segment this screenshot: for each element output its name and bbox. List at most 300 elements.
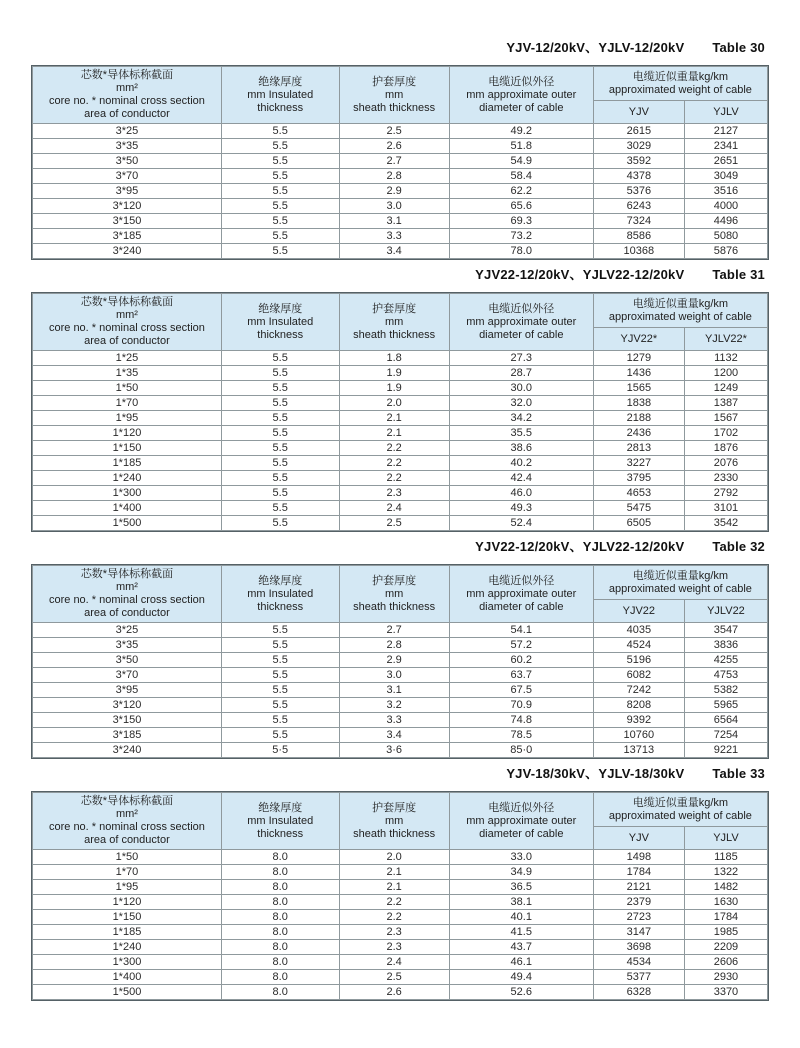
table-row [33, 623, 768, 638]
table-cell: 1*240 [33, 940, 222, 955]
table-header [33, 294, 768, 351]
table-cell: 4496 [684, 214, 767, 229]
header-core-section [33, 67, 222, 124]
table-cell: 5.5 [221, 683, 339, 698]
table-cell: 2.3 [339, 925, 449, 940]
header-outer-diameter [449, 793, 593, 850]
table-cell: 34.9 [449, 865, 593, 880]
table-cell: 3*240 [33, 244, 222, 259]
table-cell: 2.1 [339, 865, 449, 880]
table-cell: 5.5 [221, 229, 339, 244]
header-line: diameter of cable [479, 101, 564, 114]
table-cell: 7254 [684, 728, 767, 743]
table-cell: 8.0 [221, 985, 339, 1000]
header-line: approximated weight of cable [608, 310, 752, 323]
table-cell: 2.2 [339, 895, 449, 910]
table-cell: 1630 [684, 895, 767, 910]
table-cell: 2.5 [339, 970, 449, 985]
table-cell: 5.5 [221, 441, 339, 456]
table-cell: 8.0 [221, 850, 339, 865]
header-line: approximated weight of cable [608, 809, 752, 822]
table-cell: 78.5 [449, 728, 593, 743]
table-cell: 5.5 [221, 381, 339, 396]
header-line: area of conductor [84, 335, 170, 347]
table-cell: 2.2 [339, 471, 449, 486]
table-cell: 46.0 [449, 486, 593, 501]
header-line: 电缆近似外径 [488, 801, 555, 814]
table-cell: 1*50 [33, 381, 222, 396]
table-cell: 6082 [593, 668, 684, 683]
table-cell: 1*120 [33, 895, 222, 910]
header-line: sheath thickness [353, 827, 436, 840]
table-cell: 2.2 [339, 910, 449, 925]
table-cell: 3.3 [339, 713, 449, 728]
table-cell: 3*120 [33, 199, 222, 214]
header-weight-yjv: YJV [593, 101, 684, 124]
table-row [33, 970, 768, 985]
table-cell: 28.7 [449, 366, 593, 381]
header-line: 电缆近似重量kg/km [632, 297, 729, 310]
table-cell: 54.9 [449, 154, 593, 169]
table-cell: 9221 [684, 743, 767, 758]
table-row [33, 668, 768, 683]
table-cell: 3*95 [33, 184, 222, 199]
header-line: 电缆近似外径 [488, 302, 555, 315]
table-cell: 1.9 [339, 366, 449, 381]
table-cell: 2.9 [339, 653, 449, 668]
table-cell: 30.0 [449, 381, 593, 396]
table-row [33, 910, 768, 925]
header-line: 护套厚度 [372, 574, 417, 587]
table-cell: 1*25 [33, 351, 222, 366]
table-row [33, 880, 768, 895]
header-line: area of conductor [84, 834, 170, 846]
table-cell: 2.5 [339, 516, 449, 531]
table-cell: 49.2 [449, 124, 593, 139]
table-cell: 2121 [593, 880, 684, 895]
header-weight-yjlv: YJLV [684, 101, 767, 124]
header-line: area of conductor [84, 108, 170, 120]
table-cell: 2076 [684, 456, 767, 471]
table-cell: 2813 [593, 441, 684, 456]
table-cell: 9392 [593, 713, 684, 728]
table-cell: 1185 [684, 850, 767, 865]
table-cell: 10760 [593, 728, 684, 743]
table-row [33, 154, 768, 169]
table-cell: 1*35 [33, 366, 222, 381]
table-cell: 2723 [593, 910, 684, 925]
table-cell: 1387 [684, 396, 767, 411]
table-cell: 73.2 [449, 229, 593, 244]
spec-table-grid [32, 792, 768, 1000]
table-cell: 2.2 [339, 441, 449, 456]
table-cell: 2.3 [339, 940, 449, 955]
table-cell: 2341 [684, 139, 767, 154]
table-cell: 2127 [684, 124, 767, 139]
table-cell: 2379 [593, 895, 684, 910]
table-cell: 1200 [684, 366, 767, 381]
header-outer-diameter [449, 67, 593, 124]
header-insulation-thickness [221, 67, 339, 124]
table-cell: 1498 [593, 850, 684, 865]
table-cell: 1*120 [33, 426, 222, 441]
table-cell: 2.1 [339, 426, 449, 441]
table-cell: 1567 [684, 411, 767, 426]
header-outer-diameter [449, 566, 593, 623]
table-section-32 [31, 536, 769, 759]
table-cell: 1436 [593, 366, 684, 381]
table-cell: 5080 [684, 229, 767, 244]
table-cell: 8586 [593, 229, 684, 244]
table-cell: 1*70 [33, 396, 222, 411]
table-cell: 1*95 [33, 880, 222, 895]
table-cell: 5.5 [221, 396, 339, 411]
table-row [33, 895, 768, 910]
table-cell: 3*25 [33, 124, 222, 139]
table-body [33, 124, 768, 259]
table-cell: 40.2 [449, 456, 593, 471]
table-cell: 5.5 [221, 728, 339, 743]
table-cell: 51.8 [449, 139, 593, 154]
header-sheath-thickness [339, 294, 449, 351]
table-cell: 5.5 [221, 154, 339, 169]
header-weight-yjv: YJV [593, 827, 684, 850]
header-line: mm [384, 315, 404, 328]
table-cell: 8.0 [221, 925, 339, 940]
table-cell: 1*400 [33, 970, 222, 985]
table-cell: 3.0 [339, 668, 449, 683]
table-cell: 8.0 [221, 955, 339, 970]
table-cell: 3*185 [33, 728, 222, 743]
header-line: mm² [115, 808, 138, 820]
table-cell: 3.1 [339, 214, 449, 229]
table-cell: 4524 [593, 638, 684, 653]
table-cell: 2.2 [339, 456, 449, 471]
header-line: sheath thickness [353, 101, 436, 114]
table-cell: 33.0 [449, 850, 593, 865]
table-body [33, 351, 768, 531]
header-line: sheath thickness [353, 328, 436, 341]
table-body [33, 623, 768, 758]
header-weight-yjlv: YJLV22 [684, 600, 767, 623]
table-cell: 3.2 [339, 698, 449, 713]
table-row [33, 139, 768, 154]
header-core-section [33, 294, 222, 351]
table-cell: 2.8 [339, 638, 449, 653]
header-line: 绝缘厚度 [258, 302, 303, 315]
table-cell: 6564 [684, 713, 767, 728]
table-cell: 3698 [593, 940, 684, 955]
table-cell: 4000 [684, 199, 767, 214]
table-cell: 70.9 [449, 698, 593, 713]
header-line: mm [384, 587, 404, 600]
table-row [33, 501, 768, 516]
table-cell: 1838 [593, 396, 684, 411]
header-outer-diameter [449, 294, 593, 351]
table-cell: 4753 [684, 668, 767, 683]
spec-table-grid [32, 293, 768, 531]
header-weight-group [593, 67, 767, 101]
header-line: core no. * nominal cross section [48, 821, 205, 833]
table-cell: 2209 [684, 940, 767, 955]
table-cell: 52.6 [449, 985, 593, 1000]
header-weight-yjlv: YJLV [684, 827, 767, 850]
table-cell: 3*185 [33, 229, 222, 244]
table-cell: 5.5 [221, 169, 339, 184]
table-cell: 5.5 [221, 653, 339, 668]
table-cell: 4255 [684, 653, 767, 668]
table-cell: 5.5 [221, 638, 339, 653]
header-line: mm Insulated [247, 88, 314, 101]
table-title-models: YJV-12/20kV、YJLV-12/20kV [506, 40, 685, 55]
table-cell: 5.5 [221, 124, 339, 139]
table-cell: 5965 [684, 698, 767, 713]
header-weight-yjlv: YJLV22* [684, 328, 767, 351]
table-row [33, 229, 768, 244]
table-cell: 1.8 [339, 351, 449, 366]
table-cell: 2.1 [339, 880, 449, 895]
table-cell: 2330 [684, 471, 767, 486]
table-cell: 3.4 [339, 728, 449, 743]
spec-table-grid [32, 66, 768, 259]
table-cell: 63.7 [449, 668, 593, 683]
table-cell: 3*25 [33, 623, 222, 638]
table-cell: 5.5 [221, 244, 339, 259]
table-cell: 3*50 [33, 653, 222, 668]
table-cell: 1*185 [33, 925, 222, 940]
table-row [33, 638, 768, 653]
table-cell: 65.6 [449, 199, 593, 214]
table-cell: 5.5 [221, 668, 339, 683]
header-line: mm Insulated [247, 587, 314, 600]
header-line: 电缆近似重量kg/km [632, 569, 729, 582]
spec-table-grid [32, 565, 768, 758]
header-line: mm [384, 88, 404, 101]
header-line: thickness [257, 600, 304, 613]
table-body [33, 850, 768, 1000]
table-cell: 1249 [684, 381, 767, 396]
table-cell: 38.6 [449, 441, 593, 456]
table-cell: 8.0 [221, 865, 339, 880]
table-title-models: YJV22-12/20kV、YJLV22-12/20kV [475, 267, 685, 282]
table-cell: 2436 [593, 426, 684, 441]
table-title [31, 763, 765, 782]
table-row [33, 244, 768, 259]
table-cell: 3*35 [33, 139, 222, 154]
header-line: mm approximate outer [466, 814, 577, 827]
table-cell: 6505 [593, 516, 684, 531]
table-cell: 5.5 [221, 199, 339, 214]
table-cell: 3542 [684, 516, 767, 531]
table-cell: 1*185 [33, 456, 222, 471]
table-section-30 [31, 37, 769, 260]
table-cell: 1*300 [33, 955, 222, 970]
table-cell: 6328 [593, 985, 684, 1000]
table-cell: 8.0 [221, 880, 339, 895]
table-cell: 3370 [684, 985, 767, 1000]
table-cell: 2.6 [339, 985, 449, 1000]
table-cell: 5.5 [221, 184, 339, 199]
table-cell: 40.1 [449, 910, 593, 925]
header-line: 芯数*导体标称截面 [80, 568, 174, 580]
table-row [33, 486, 768, 501]
header-line: mm approximate outer [466, 88, 577, 101]
table-row [33, 199, 768, 214]
table-cell: 5.5 [221, 516, 339, 531]
table-title [31, 264, 765, 283]
table-cell: 5382 [684, 683, 767, 698]
header-line: diameter of cable [479, 827, 564, 840]
header-weight-yjv: YJV22* [593, 328, 684, 351]
table-cell: 2.5 [339, 124, 449, 139]
header-line: area of conductor [84, 607, 170, 619]
table-cell: 35.5 [449, 426, 593, 441]
table-cell: 85·0 [449, 743, 593, 758]
table-cell: 1322 [684, 865, 767, 880]
table-row [33, 516, 768, 531]
header-line: 电缆近似外径 [488, 574, 555, 587]
table-cell: 41.5 [449, 925, 593, 940]
header-insulation-thickness [221, 294, 339, 351]
table-row [33, 955, 768, 970]
table-title-number: Table 31 [712, 267, 765, 282]
table-cell: 3*150 [33, 214, 222, 229]
header-weight-group [593, 294, 767, 328]
table-cell: 1279 [593, 351, 684, 366]
table-cell: 3*50 [33, 154, 222, 169]
table-cell: 5876 [684, 244, 767, 259]
header-line: thickness [257, 101, 304, 114]
table-cell: 49.3 [449, 501, 593, 516]
header-line: mm Insulated [247, 315, 314, 328]
header-insulation-thickness [221, 793, 339, 850]
table-cell: 78.0 [449, 244, 593, 259]
table-cell: 1784 [593, 865, 684, 880]
table-cell: 46.1 [449, 955, 593, 970]
table-cell: 5.5 [221, 214, 339, 229]
header-line: 芯数*导体标称截面 [80, 69, 174, 81]
table-row [33, 713, 768, 728]
header-line: mm² [115, 581, 138, 593]
table-cell: 4035 [593, 623, 684, 638]
table-cell: 5·5 [221, 743, 339, 758]
table-cell: 3049 [684, 169, 767, 184]
table-cell: 5475 [593, 501, 684, 516]
table-title-models: YJV22-12/20kV、YJLV22-12/20kV [475, 539, 685, 554]
table-cell: 3516 [684, 184, 767, 199]
header-core-section [33, 566, 222, 623]
table-cell: 3*120 [33, 698, 222, 713]
table-cell: 3.4 [339, 244, 449, 259]
table-cell: 2.1 [339, 411, 449, 426]
table-cell: 3795 [593, 471, 684, 486]
header-line: 绝缘厚度 [258, 75, 303, 88]
table-cell: 1985 [684, 925, 767, 940]
table-cell: 4653 [593, 486, 684, 501]
header-line: 护套厚度 [372, 801, 417, 814]
table-title-number: Table 32 [712, 539, 765, 554]
header-sheath-thickness [339, 67, 449, 124]
table-row [33, 366, 768, 381]
header-line: 护套厚度 [372, 75, 417, 88]
table-title-models: YJV-18/30kV、YJLV-18/30kV [506, 766, 685, 781]
table-cell: 1*300 [33, 486, 222, 501]
table-row [33, 411, 768, 426]
table-row [33, 698, 768, 713]
table-cell: 67.5 [449, 683, 593, 698]
table-title-number: Table 33 [712, 766, 765, 781]
table-cell: 62.2 [449, 184, 593, 199]
table-cell: 5.5 [221, 471, 339, 486]
table-cell: 3·6 [339, 743, 449, 758]
header-line: thickness [257, 328, 304, 341]
table-row [33, 124, 768, 139]
table-row [33, 441, 768, 456]
table-cell: 10368 [593, 244, 684, 259]
table-cell: 1.9 [339, 381, 449, 396]
table-row [33, 426, 768, 441]
header-sheath-thickness [339, 793, 449, 850]
table-row [33, 653, 768, 668]
table-cell: 32.0 [449, 396, 593, 411]
table-header [33, 566, 768, 623]
table-cell: 3*70 [33, 668, 222, 683]
table-row [33, 456, 768, 471]
table-cell: 57.2 [449, 638, 593, 653]
spec-table [31, 564, 769, 759]
table-cell: 58.4 [449, 169, 593, 184]
header-line: 芯数*导体标称截面 [80, 296, 174, 308]
table-cell: 4378 [593, 169, 684, 184]
table-cell: 7242 [593, 683, 684, 698]
header-line: mm Insulated [247, 814, 314, 827]
table-row [33, 985, 768, 1000]
table-cell: 49.4 [449, 970, 593, 985]
header-weight-yjv: YJV22 [593, 600, 684, 623]
table-cell: 3*35 [33, 638, 222, 653]
table-cell: 2.0 [339, 396, 449, 411]
table-cell: 3.1 [339, 683, 449, 698]
table-cell: 6243 [593, 199, 684, 214]
header-line: 电缆近似重量kg/km [632, 796, 729, 809]
table-cell: 1702 [684, 426, 767, 441]
table-cell: 13713 [593, 743, 684, 758]
table-cell: 8.0 [221, 970, 339, 985]
table-cell: 52.4 [449, 516, 593, 531]
spec-table [31, 791, 769, 1001]
table-cell: 5.5 [221, 501, 339, 516]
table-row [33, 925, 768, 940]
table-title [31, 536, 765, 555]
table-cell: 2.0 [339, 850, 449, 865]
header-line: mm [384, 814, 404, 827]
table-cell: 3*70 [33, 169, 222, 184]
table-cell: 8208 [593, 698, 684, 713]
table-cell: 1*400 [33, 501, 222, 516]
table-cell: 5.5 [221, 411, 339, 426]
table-cell: 3147 [593, 925, 684, 940]
table-cell: 5.5 [221, 426, 339, 441]
table-cell: 5.5 [221, 456, 339, 471]
header-line: 绝缘厚度 [258, 801, 303, 814]
table-cell: 5.5 [221, 139, 339, 154]
table-cell: 5.5 [221, 351, 339, 366]
table-cell: 60.2 [449, 653, 593, 668]
header-line: mm² [115, 82, 138, 94]
header-insulation-thickness [221, 566, 339, 623]
table-row [33, 850, 768, 865]
table-cell: 43.7 [449, 940, 593, 955]
